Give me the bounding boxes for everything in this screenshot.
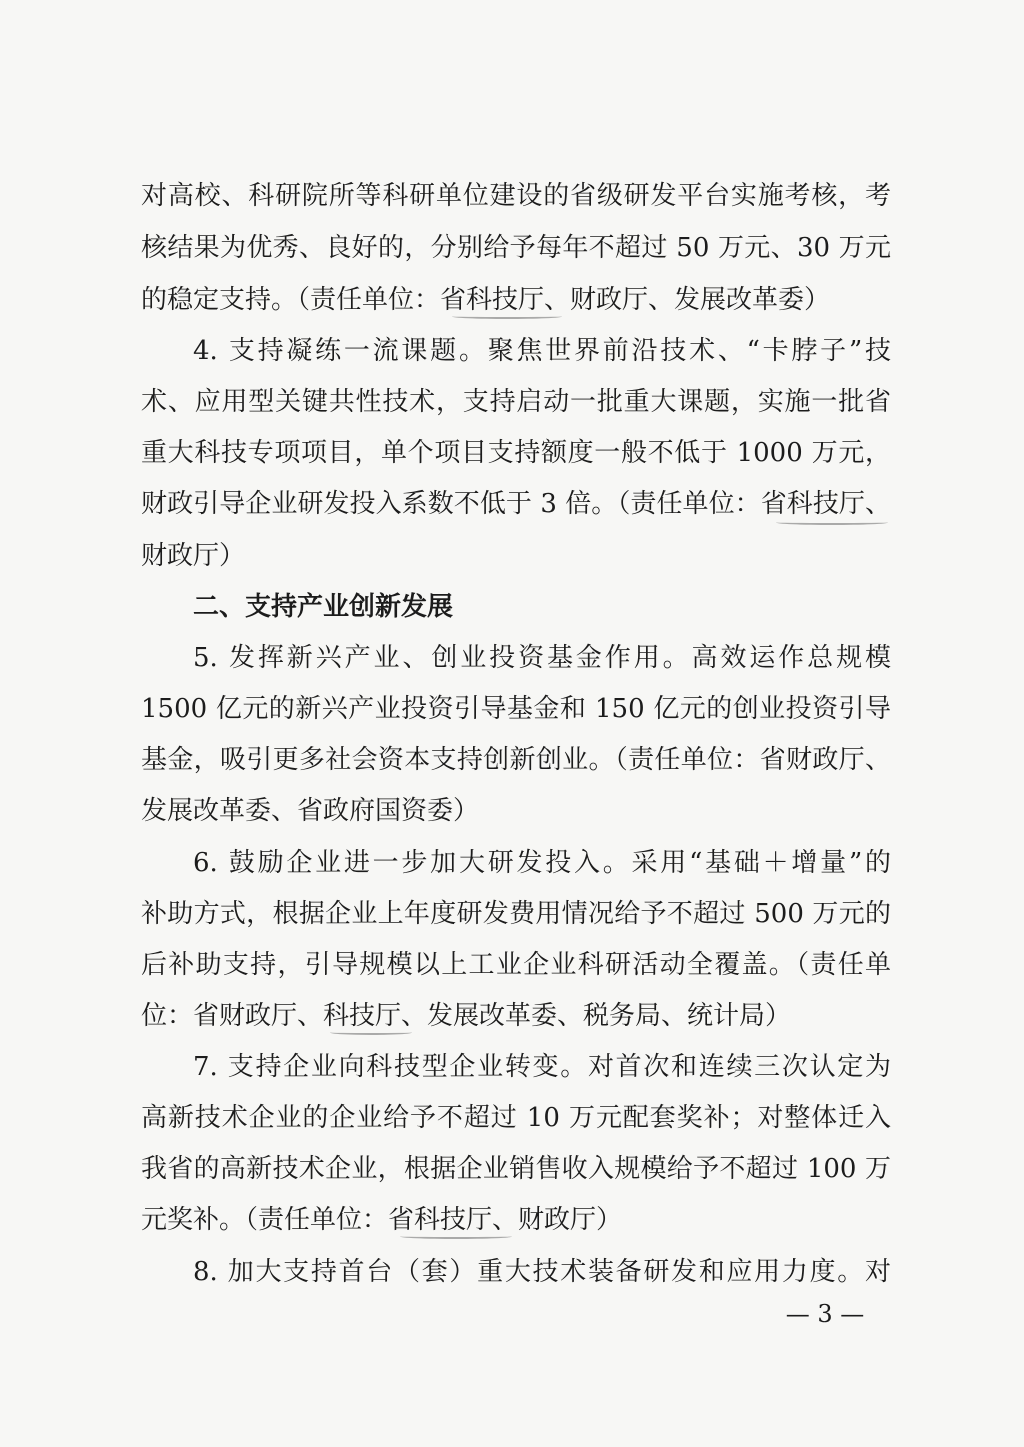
text-line: 5. 发挥新兴产业、创业投资基金作用。高效运作总规模	[193, 643, 891, 673]
text-line: 8. 加大支持首台（套）重大技术装备研发和应用力度。对	[193, 1257, 891, 1287]
text-line: 核结果为优秀、良好的，分别给予每年不超过 50 万元、30 万元	[141, 233, 891, 263]
text-line: 后补助支持，引导规模以上工业企业科研活动全覆盖。（责任单	[141, 950, 891, 980]
page-number: — 3 —	[785, 1300, 865, 1328]
text-line: 的稳定支持。（责任单位：省科技厅、财政厅、发展改革委）	[141, 285, 831, 315]
text-line: 术、应用型关键共性技术，支持启动一批重大课题，实施一批省	[141, 387, 891, 417]
text-line: 元奖补。（责任单位：省科技厅、财政厅）	[141, 1205, 623, 1235]
text-line: 6. 鼓励企业进一步加大研发投入。采用“基础＋增量”的	[193, 848, 891, 878]
pencil-underline-mark	[452, 314, 562, 319]
section-heading: 二、支持产业创新发展	[193, 592, 454, 622]
text-line: 重大科技专项项目，单个项目支持额度一般不低于 1000 万元，	[141, 438, 891, 468]
text-line: 高新技术企业的企业给予不超过 10 万元配套奖补；对整体迁入	[141, 1103, 891, 1133]
text-line: 位：省财政厅、科技厅、发展改革委、税务局、统计局）	[141, 1001, 792, 1031]
text-line: 财政厅）	[141, 541, 246, 571]
pencil-underline-mark	[776, 520, 888, 525]
text-line: 4. 支持凝练一流课题。聚焦世界前沿技术、“卡脖子”技	[193, 336, 891, 366]
text-line: 发展改革委、省政府国资委）	[141, 796, 480, 826]
text-line: 7. 支持企业向科技型企业转变。对首次和连续三次认定为	[193, 1052, 891, 1082]
text-line: 我省的高新技术企业，根据企业销售收入规模给予不超过 100 万	[141, 1154, 891, 1184]
text-line: 对高校、科研院所等科研单位建设的省级研发平台实施考核，考	[141, 181, 891, 211]
text-line: 补助方式，根据企业上年度研发费用情况给予不超过 500 万元的	[141, 899, 891, 929]
text-line: 1500 亿元的新兴产业投资引导基金和 150 亿元的创业投资引导	[141, 694, 891, 724]
text-line: 财政引导企业研发投入系数不低于 3 倍。（责任单位：省科技厅、	[141, 489, 891, 519]
pencil-underline-mark	[400, 1234, 512, 1239]
pencil-underline-mark	[330, 1030, 412, 1035]
text-line: 基金，吸引更多社会资本支持创新创业。（责任单位：省财政厅、	[141, 745, 891, 775]
